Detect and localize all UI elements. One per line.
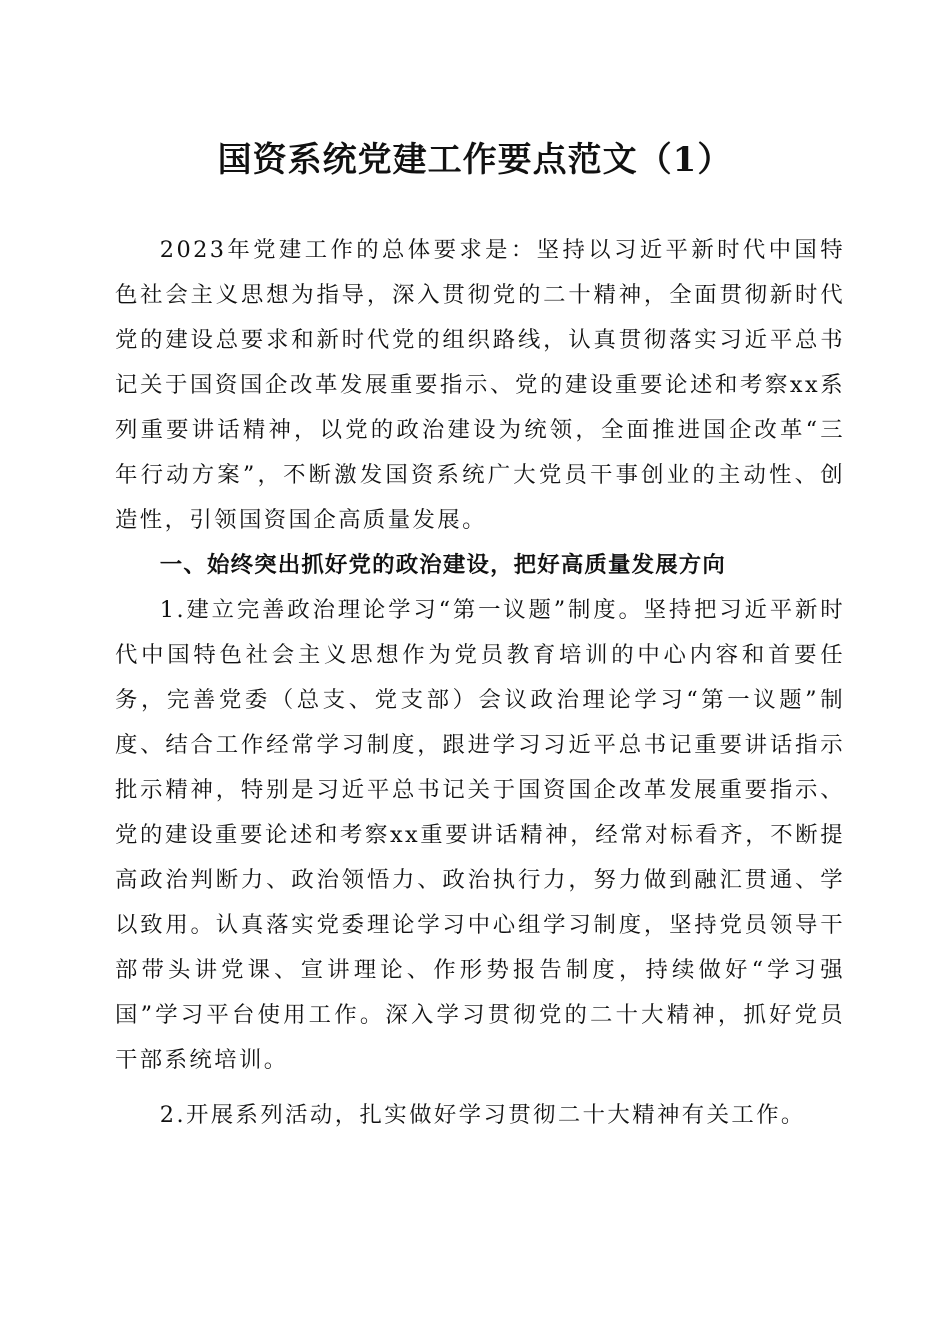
- document-body: [115, 228, 845, 1138]
- item-paragraph-2: 2.开展系列活动，扎实做好学习贯彻二十大精神有关工作。: [159, 1102, 806, 1128]
- intro-paragraph: 2023年党建工作的总体要求是：坚持以习近平新时代中国特色社会主义思想为指导，深入贯彻党的二十精神，全面贯彻新时代党的建设总要求和新时代党的组织路线，认真贯彻落实习近平总书记关于国资国企改革发展重要指示、党的建设重要论述和考察xx系列重要讲话精神，以党的政治建设为统领，全面推进国企改革“三年行动方案”，不断激发国资系统广大党员干事创业的主动性、创造性，引领国资国企高质量发展。: [115, 237, 845, 533]
- section-heading: 一、始终突出抓好党的政治建设，把好高质量发展方向: [159, 552, 726, 578]
- item-paragraph-1: 1.建立完善政治理论学习“第一议题”制度。坚持把习近平新时代中国特色社会主义思想作为党员教育培训的中心内容和首要任务，完善党委（总支、党支部）会议政治理论学习“第一议题”制度、结合工作经常学习制度，跟进学习习近平总书记重要讲话指示批示精神，特别是习近平总书记关于国资国企改革发展重要指示、党的建设重要论述和考察xx重要讲话精神，经常对标看齐，不断提高政治判断力、政治领悟力、政治执行力，努力做到融汇贯通、学以致用。认真落实党委理论学习中心组学习制度，坚持党员领导干部带头讲党课、宣讲理论、作形势报告制度，持续做好“学习强国”学习平台使用工作。深入学习贯彻党的二十大精神，抓好党员干部系统培训。: [115, 597, 845, 1073]
- document-title: 国资系统党建工作要点范文（1）: [217, 140, 733, 180]
